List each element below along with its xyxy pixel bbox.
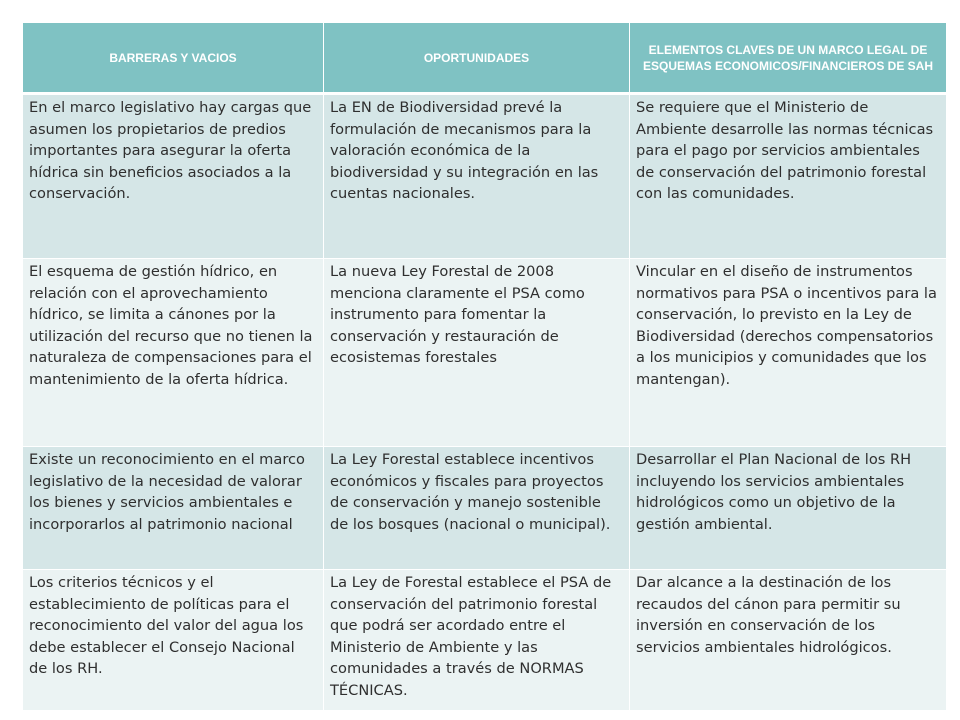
table-row	[23, 447, 947, 570]
cell-barreras: En el marco legislativo hay cargas que asumen los propietarios de predios importantes para asegurar la oferta hídrica sin beneficios asociados a la conservación.	[23, 94, 324, 259]
cell-elementos: Se requiere que el Ministerio de Ambiente desarrolle las normas técnicas para el pago por servicios ambientales de conservación del patrimonio forestal con las comunidades.	[630, 94, 947, 259]
cell-barreras: Los criterios técnicos y el establecimiento de políticas para el reconocimiento del valor del agua los debe establecer el Consejo Nacional de los RH.	[23, 570, 324, 711]
cell-barreras: El esquema de gestión hídrico, en relación con el aprovechamiento hídrico, se limita a cánones por la utilización del recurso que no tienen la naturaleza de compensaciones para el mantenimiento de la oferta hídrica.	[23, 259, 324, 447]
table-row	[23, 259, 947, 447]
legal-framework-table	[22, 22, 947, 711]
table-row	[23, 94, 947, 259]
cell-oportunidades: La nueva Ley Forestal de 2008 menciona claramente el PSA como instrumento para fomentar la conservación y restauración de ecosistemas forestales	[324, 259, 630, 447]
legal-framework-table-container	[22, 22, 946, 711]
table-row	[23, 570, 947, 711]
header-oportunidades: OPORTUNIDADES	[324, 23, 630, 94]
cell-oportunidades: La Ley Forestal establece incentivos económicos y fiscales para proyectos de conservación y manejo sostenible de los bosques (nacional o municipal).	[324, 447, 630, 570]
cell-elementos: Vincular en el diseño de instrumentos normativos para PSA o incentivos para la conservación, lo previsto en la Ley de Biodiversidad (derechos compensatorios a los municipios y comunidades que los mantengan).	[630, 259, 947, 447]
cell-oportunidades: La EN de Biodiversidad prevé la formulación de mecanismos para la valoración económica de la biodiversidad y su integración en las cuentas nacionales.	[324, 94, 630, 259]
table-header-row	[23, 23, 947, 94]
cell-barreras: Existe un reconocimiento en el marco legislativo de la necesidad de valorar los bienes y servicios ambientales e incorporarlos al patrimonio nacional	[23, 447, 324, 570]
cell-oportunidades: La Ley de Forestal establece el PSA de conservación del patrimonio forestal que podrá ser acordado entre el Ministerio de Ambiente y las comunidades a través de NORMAS TÉCNICAS.	[324, 570, 630, 711]
cell-elementos: Desarrollar el Plan Nacional de los RH incluyendo los servicios ambientales hidrológicos como un objetivo de la gestión ambiental.	[630, 447, 947, 570]
cell-elementos: Dar alcance a la destinación de los recaudos del cánon para permitir su inversión en conservación de los servicios ambientales hidrológicos.	[630, 570, 947, 711]
header-barreras: BARRERAS Y VACIOS	[23, 23, 324, 94]
header-elementos: ELEMENTOS CLAVES DE UN MARCO LEGAL DE ESQUEMAS ECONOMICOS/FINANCIEROS DE SAH	[630, 23, 947, 94]
